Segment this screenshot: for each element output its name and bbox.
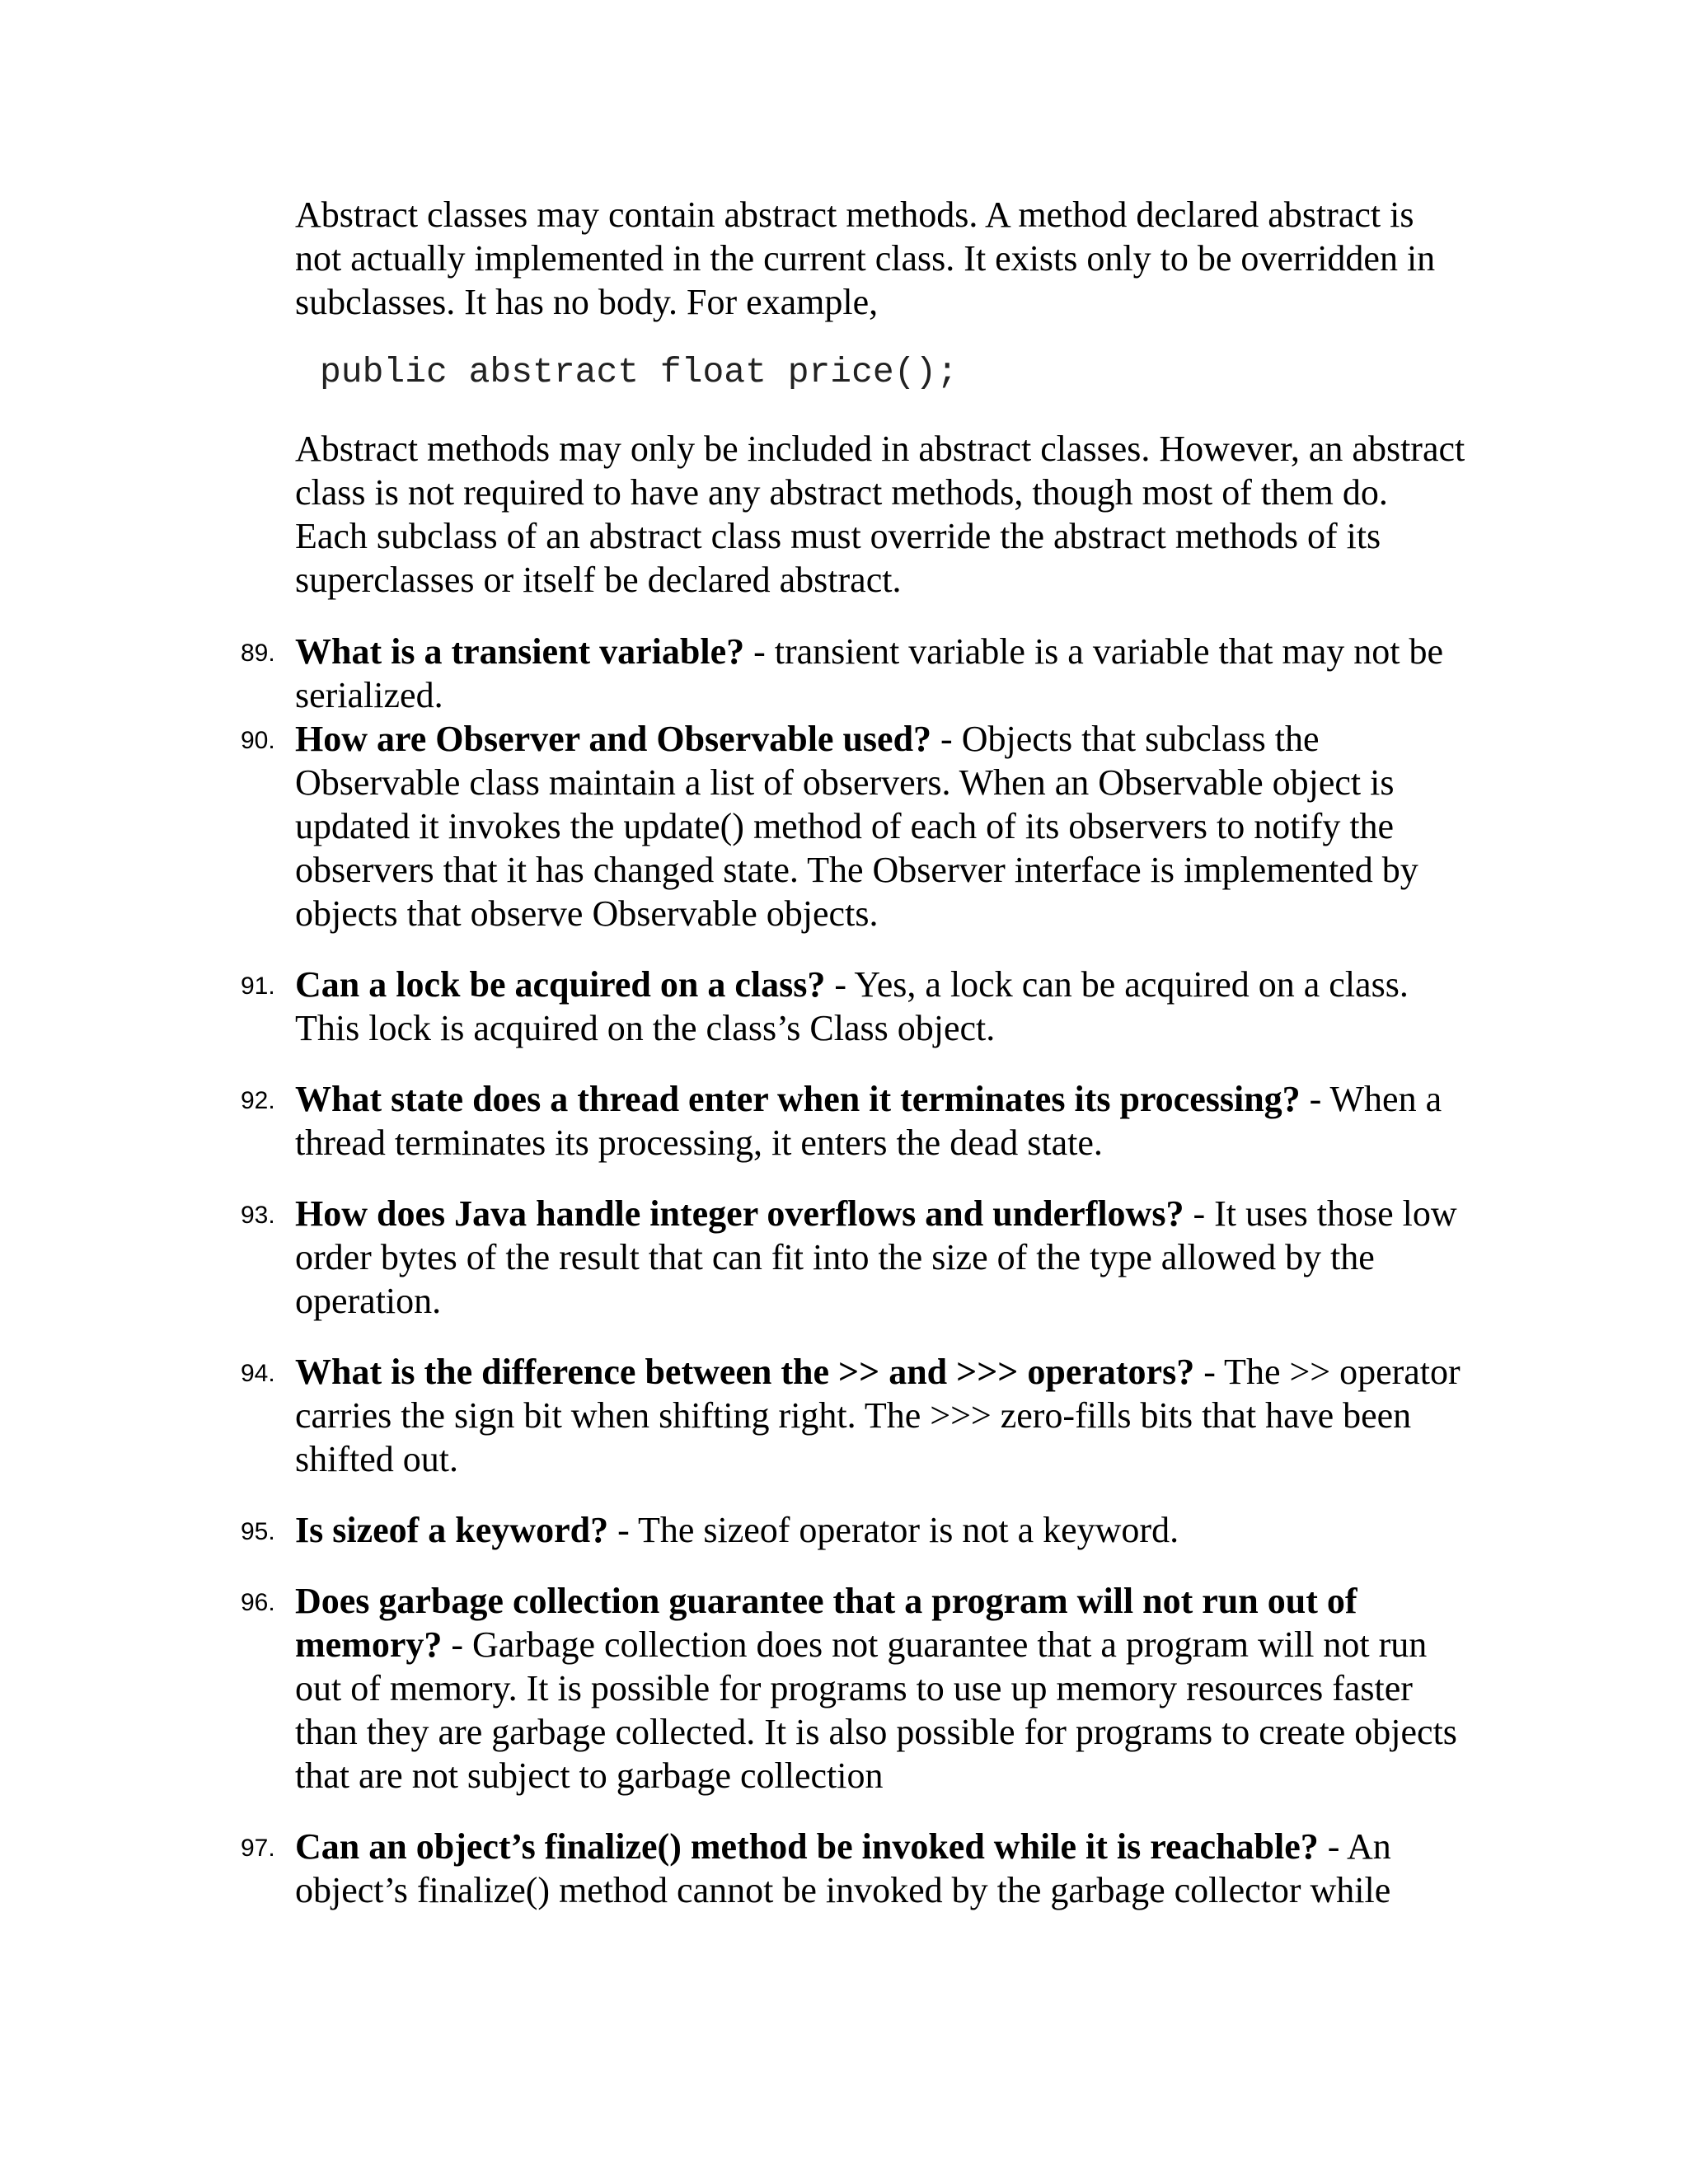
question-text: Does garbage collection guarantee that a program will not run out of memory? (295, 1581, 1357, 1665)
question-item-95 (241, 1508, 1465, 1552)
question-number: 93. (241, 1202, 275, 1229)
question-item-94 (241, 1350, 1465, 1481)
question-list (241, 630, 1465, 1912)
question-item-92 (241, 1077, 1465, 1165)
answer-text: - The sizeof operator is not a keyword. (608, 1510, 1179, 1550)
question-number: 92. (241, 1087, 275, 1114)
question-number: 90. (241, 727, 275, 754)
question-item-97 (241, 1825, 1465, 1912)
answer-text: - transient variable is a variable that may not be serialized. (295, 631, 1444, 715)
question-text: What is a transient variable? (295, 631, 745, 672)
answer-text: - Yes, a lock can be acquired on a class. This lock is acquired on the class’s Class object. (295, 964, 1409, 1048)
question-text: How does Java handle integer overflows and underflows? (295, 1193, 1184, 1234)
question-item-91 (241, 963, 1465, 1050)
intro-paragraph: Abstract classes may contain abstract methods. A method declared abstract is not actually implemented in the current class. It exists only to be overridden in subclasses. It has no body. For example, (295, 194, 1436, 322)
question-number: 89. (241, 640, 275, 667)
question-text: How are Observer and Observable used? (295, 719, 932, 759)
page-content (241, 193, 1465, 1912)
answer-text: - Objects that subclass the Observable class maintain a list of observers. When an Observable object is updated it invokes the update() method of each of its observers to notify the observers that it has changed state. The Observer interface is implemented by objects that observe Observable objects. (295, 719, 1418, 934)
question-number: 91. (241, 972, 275, 1000)
question-item-89 (241, 630, 1465, 717)
abstract-methods-paragraph: Abstract methods may only be included in abstract classes. However, an abstract class is not required to have any abstract methods, though most of them do. Each subclass of an abstract class must override the abstract methods of its superclasses or itself be declared abstract. (295, 429, 1465, 600)
question-text: What is the difference between the >> and >>> operators? (295, 1352, 1195, 1392)
question-number: 95. (241, 1518, 275, 1545)
question-item-93 (241, 1192, 1465, 1323)
question-text: Can a lock be acquired on a class? (295, 964, 826, 1005)
answer-text: - It uses those low order bytes of the result that can fit into the size of the type allowed by the operation. (295, 1193, 1457, 1321)
answer-text: - When a thread terminates its processing, it enters the dead state. (295, 1079, 1442, 1163)
question-number: 94. (241, 1360, 275, 1387)
question-text: Is sizeof a keyword? (295, 1510, 609, 1550)
question-item-90 (241, 717, 1465, 935)
code-snippet: public abstract float price(); (320, 352, 959, 392)
question-number: 96. (241, 1589, 275, 1616)
answer-text: - An object’s finalize() method cannot be invoked by the garbage collector while (295, 1826, 1391, 1910)
answer-text: - The >> operator carries the sign bit when shifting right. The >>> zero-fills bits that have been shifted out. (295, 1352, 1461, 1479)
question-text: What state does a thread enter when it terminates its processing? (295, 1079, 1301, 1119)
question-text: Can an object’s finalize() method be invoked while it is reachable? (295, 1826, 1319, 1867)
question-item-96 (241, 1579, 1465, 1797)
answer-text: - Garbage collection does not guarantee that a program will not run out of memory. It is possible for programs to use up memory resources faster than they are garbage collected. It is also possible for programs to create objects that are not subject to garbage collection (295, 1624, 1457, 1796)
question-number: 97. (241, 1835, 275, 1862)
